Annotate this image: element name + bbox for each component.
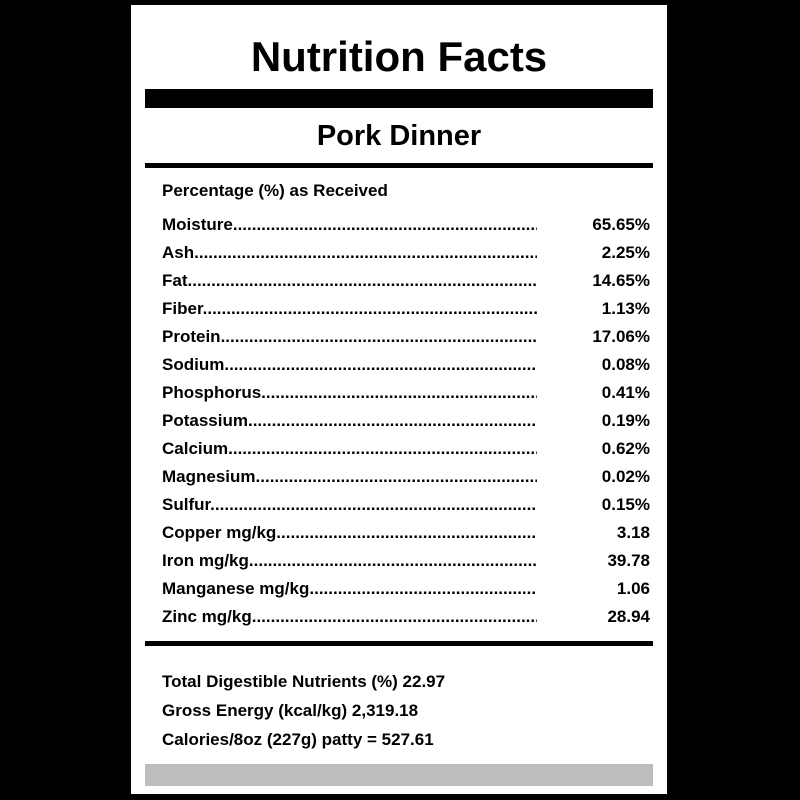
nutrient-name: Ash ..... (162, 239, 537, 267)
section-divider-top (145, 163, 653, 168)
nutrient-row-sulfur (162, 491, 650, 519)
nutrient-value: 39.78 (607, 551, 650, 570)
nutrient-row-moisture (162, 211, 650, 239)
nutrient-name: Protein ..... (162, 323, 537, 351)
nutrient-value: 1.13% (601, 299, 650, 318)
nutrient-name: Sulfur ..... (162, 491, 537, 519)
nutrient-name: Moisture ..... (162, 211, 537, 239)
nutrient-value: 0.08% (601, 355, 650, 374)
nutrient-value: 0.02% (601, 467, 650, 486)
nutrient-name: Fiber ..... (162, 295, 537, 323)
product-name: Pork Dinner (316, 120, 482, 152)
nutrient-name: Iron mg/kg ..... (162, 547, 537, 575)
nutrient-name: Calcium ..... (162, 435, 537, 463)
nutrient-name: Copper mg/kg ..... (162, 519, 537, 547)
nutrient-list (162, 211, 650, 631)
total-digestible-nutrients: Total Digestible Nutrients (%) 22.97 (162, 672, 446, 691)
nutrient-row-ash (162, 239, 650, 267)
nutrient-row-protein (162, 323, 650, 351)
nutrient-value: 0.15% (601, 495, 650, 514)
nutrient-row-iron (162, 547, 650, 575)
nutrient-row-zinc (162, 603, 650, 631)
calories-per-patty: Calories/8oz (227g) patty = 527.61 (162, 730, 434, 749)
section-divider-bottom (145, 641, 653, 646)
nutrient-value: 1.06 (616, 579, 650, 598)
title-divider-bar (145, 89, 653, 108)
label-title: Nutrition Facts (250, 33, 548, 80)
nutrient-name: Fat ..... (162, 267, 537, 295)
nutrient-name: Zinc mg/kg ..... (162, 603, 537, 631)
nutrient-value: 0.41% (601, 383, 650, 402)
nutrient-value: 0.62% (601, 439, 650, 458)
gross-energy: Gross Energy (kcal/kg) 2,319.18 (162, 701, 419, 720)
nutrient-row-sodium (162, 351, 650, 379)
footer-bar (145, 764, 653, 786)
nutrient-name: Sodium ..... (162, 351, 537, 379)
nutrient-row-fiber (162, 295, 650, 323)
nutrient-row-calcium (162, 435, 650, 463)
nutrient-row-phosphorus (162, 379, 650, 407)
nutrient-name: Phosphorus ..... (162, 379, 537, 407)
nutrient-row-magnesium (162, 463, 650, 491)
nutrient-row-fat (162, 267, 650, 295)
nutrient-value: 14.65% (592, 271, 650, 290)
section-header: Percentage (%) as Received (162, 181, 388, 200)
nutrient-name: Potassium ..... (162, 407, 537, 435)
nutrient-name: Magnesium ..... (162, 463, 537, 491)
summary-block (162, 667, 642, 754)
nutrient-value: 2.25% (601, 243, 650, 262)
nutrient-value: 65.65% (592, 215, 650, 234)
nutrient-value: 17.06% (592, 327, 650, 346)
nutrient-value: 28.94 (607, 607, 650, 626)
nutrition-label (131, 5, 667, 794)
nutrient-name: Manganese mg/kg ..... (162, 575, 537, 603)
nutrient-value: 3.18 (616, 523, 650, 542)
nutrient-row-potassium (162, 407, 650, 435)
nutrient-row-copper (162, 519, 650, 547)
nutrient-row-manganese (162, 575, 650, 603)
nutrient-value: 0.19% (601, 411, 650, 430)
